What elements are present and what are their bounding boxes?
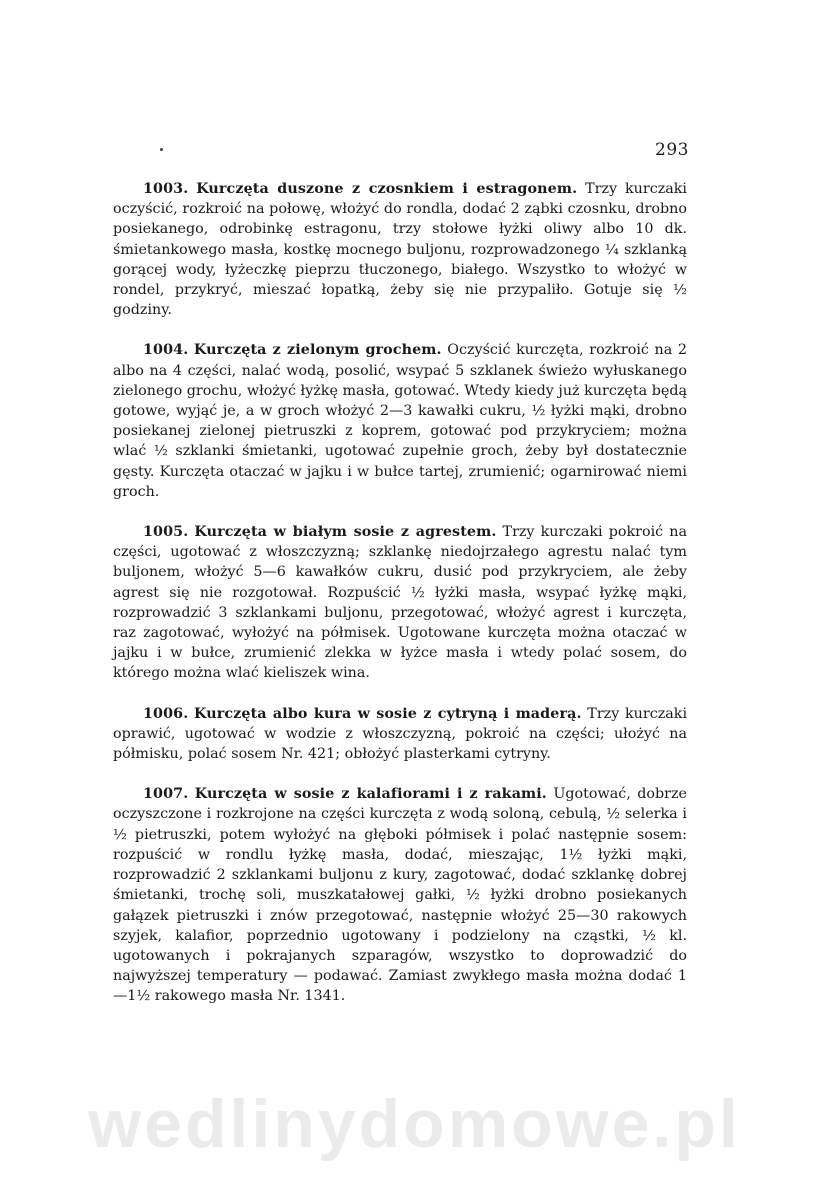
recipe-1004-body: Oczyścić kurczęta, rozkroić na 2 albo na 4 części, nalać wodą, posolić, wsypać 5 szklanek świeżo wyłuskanego zielonego grochu, włożyć łyżkę masła, gotować. Wtedy kiedy już kurczęta będą gotowe, wyjąć je, a w groch włożyć 2—3 kawałki cukru, ½ łyżki mąki, drobno posiekanej zielonej pietruszki z koprem, gotować pod przykryciem; można wlać ½ szklanki śmietanki, ugotować zupełnie groch, żeby był dostatecznie gęsty. Kurczęta otaczać w jajku i w bułce tartej, zrumienić; ogarnirować niemi groch.: [113, 342, 687, 500]
recipe-1006-body: Trzy kurczaki oprawić, ugotować w wodzie z włoszczyzną, pokroić na części; ułożyć na półmisku, polać sosem Nr. 421; obłożyć plasterkami cytryny.: [113, 705, 688, 763]
recipe-1005-body: Trzy kurczaki pokroić na części, ugotować z włoszczyzną; szklankę niedojrzałego agrestu nalać tym buljonem, włożyć 5—6 kawałków cukru, dusić pod przykryciem, ale żeby agrest się nie rozgotował. Rozpuścić ½ łyżki masła, wsypać łyżkę mąki, rozprowadzić 3 szklankami buljonu, przegotować, włożyć agrest i kurczęta, raz zagotować, wyłożyć na półmisek. Ugotowane kurczęta można otaczać w jajku i w bułce, zrumienić zlekka w łyżce masła i wtedy polać sosem, do którego można wlać kieliszek wina.: [113, 524, 688, 682]
recipe-1004-number: 1004.: [143, 342, 189, 359]
recipe-1006: [113, 704, 687, 765]
recipe-1007-number: 1007.: [143, 786, 189, 803]
recipe-1003-number: 1003.: [143, 181, 189, 197]
recipe-1004-title: Kurczęta z zielonym grochem.: [193, 342, 442, 359]
recipe-1005-number: 1005.: [143, 524, 189, 541]
recipe-1004: [113, 340, 687, 502]
recipe-1007: [113, 784, 687, 1006]
page-speck: [160, 148, 163, 151]
site-watermark: wedlinydomowe.pl: [88, 1086, 741, 1162]
recipe-1007-title: Kurczęta w sosie z kalafiorami i z rakami.: [194, 786, 547, 803]
recipe-1005-title: Kurczęta w białym sosie z agrestem.: [194, 524, 497, 541]
recipe-list: [113, 175, 687, 1007]
recipe-1003-title: Kurczęta duszone z czosnkiem i estragonem.: [196, 181, 578, 197]
recipe-1006-title: Kurczęta albo kura w sosie z cytryną i maderą.: [194, 705, 582, 722]
recipe-1005: [113, 522, 687, 684]
recipe-1003-body: Trzy kurczaki oczyścić, rozkroić na połowę, włożyć do rondla, dodać 2 ząbki czosnku, drobno posiekanego, odrobinkę estragonu, trzy stołowe łyżki oliwy albo 10 dk. śmietankowego masła, kostkę mocnego buljonu, rozprowadzonego ¼ szklanką gorącej wody, łyżeczkę pieprzu tłuczonego, białego. Wszystko to włożyć w rondel, przykryć, mieszać łopatką, żeby się nie przypaliło. Gotuje się ½ godziny.: [113, 181, 687, 319]
recipe-1007-body: Ugotować, dobrze oczyszczone i rozkrojone na części kurczęta z wodą soloną, cebulą, ½ selerka i ½ pietruszki, potem wyłożyć na głęboki półmisek i polać następnie sosem: rozpuścić w rondlu łyżkę masła, dodać, mieszając, 1½ łyżki mąki, rozprowadzić 2 szklankami buljonu z kury, zagotować, dodać szklankę dobrej śmietanki, trochę soli, muszkatałowej gałki, ½ łyżki drobno posiekanych gałązek pietruszki i znów przegotować, następnie włożyć 25—30 rakowych szyjek, kalafior, poprzednio ugotowany i podzielony na cząstki, ½ kl. ugotowanych i pokrajanych szparagów, wszystko to doprowadzić do najwyższej temperatury — podawać. Zamiast zwykłego masła można dodać 1—1½ rakowego masła Nr. 1341.: [113, 786, 688, 1005]
recipe-1003: [113, 179, 687, 320]
page-number: 293: [655, 140, 689, 160]
recipe-1006-number: 1006.: [143, 705, 189, 722]
